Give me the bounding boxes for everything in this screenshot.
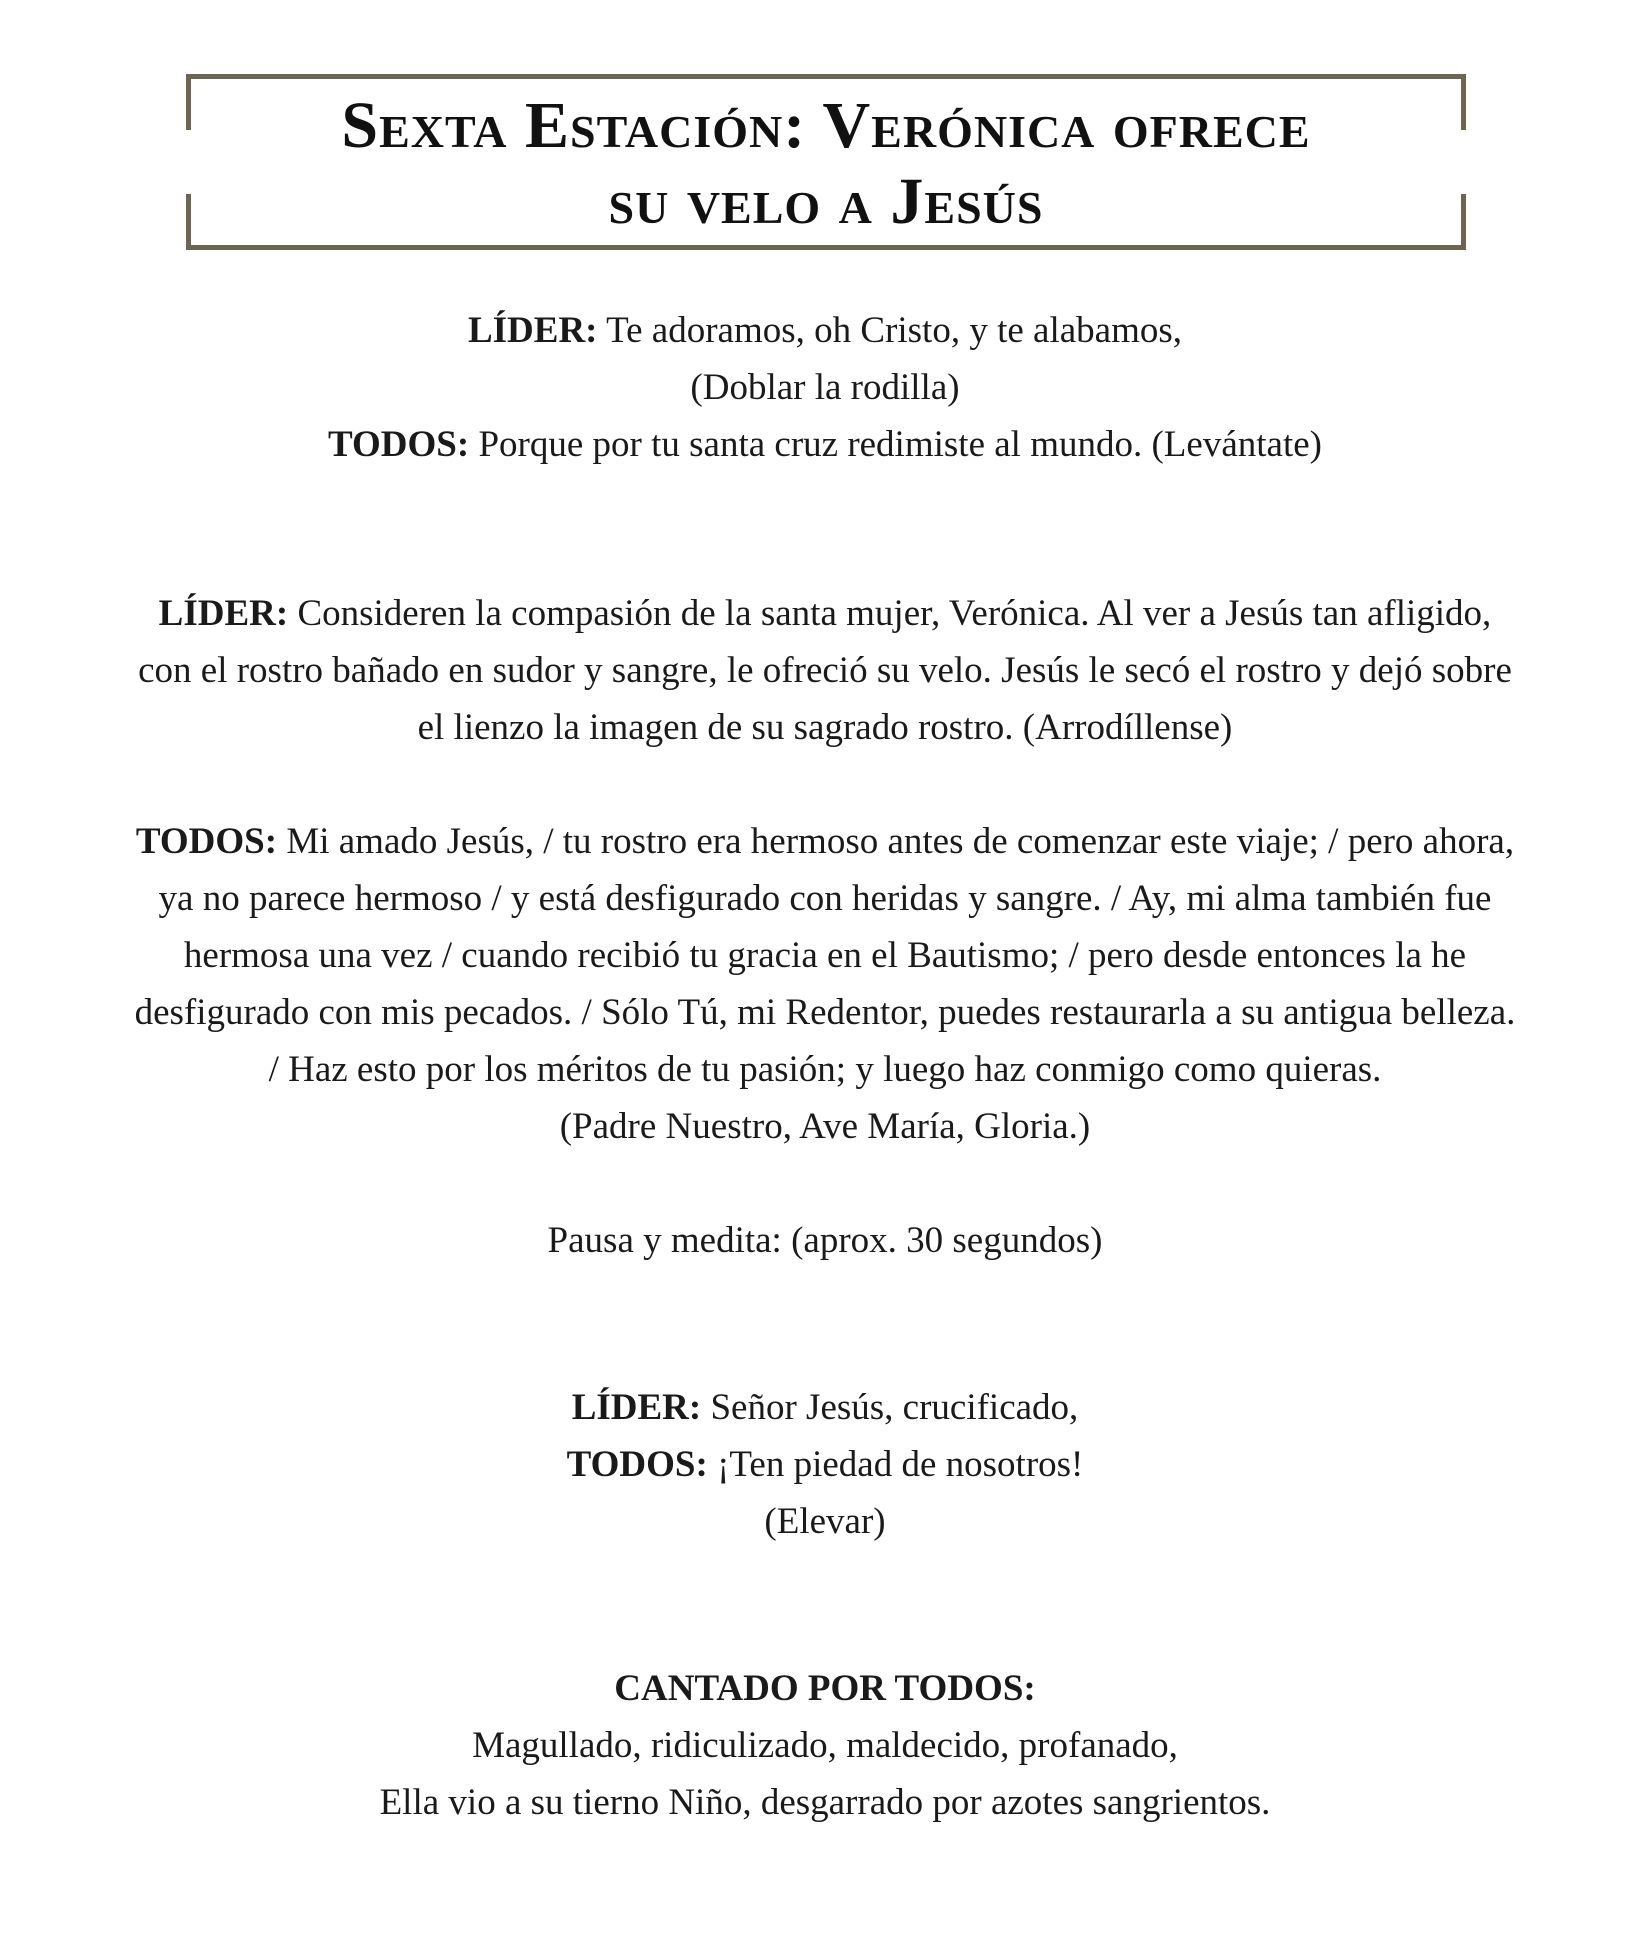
reflection-leader-paragraph [130,585,1520,756]
title-frame [186,74,1466,250]
kneel-instruction: (Doblar la rodilla) [690,367,960,408]
spacer [130,756,1520,813]
closing-leader-text: Señor Jesús, crucificado, [701,1387,1079,1428]
rise-instruction: (Elevar) [764,1501,886,1542]
title-line-2: su velo a Jesús [608,165,1044,238]
page-title [186,88,1466,240]
title-line-1: Sexta Estación: Verónica ofrece [341,89,1311,162]
hymn-section [130,1660,1520,1831]
spacer [130,1269,1520,1379]
opening-leader-text: Te adoramos, oh Cristo, y te alabamos, [597,310,1183,351]
closing-all-text: ¡Ten piedad de nosotros! [707,1444,1084,1485]
prayer-all-text: Mi amado Jesús, / tu rostro era hermoso antes de comenzar este viaje; / pero ahora, ya no parece hermoso / y está desfigurado con heridas y sangre. / Ay, mi alma también fue hermosa una vez / cuando recibió tu gracia en el Bautismo; / pero desde entonces la he desfigurado con mis pecados. / Sólo Tú, mi Redentor, puedes restaurarla a su antigua belleza. / Haz esto por los méritos de tu pasión; y luego haz conmigo como quieras. [134,821,1516,1090]
leader-label: LÍDER: [158,593,289,634]
opening-all-line [130,416,1520,473]
opening-leader-line [130,302,1520,359]
hymn-line-2: Ella vio a su tierno Niño, desgarrado por azotes sangrientos. [379,1782,1271,1823]
spacer [130,1550,1520,1660]
all-label: TODOS: [328,424,470,465]
frame-bottom-border [186,245,1466,250]
reflection-leader-text: Consideren la compasión de la santa mujer, Verónica. Al ver a Jesús tan afligido, con el rostro bañado en sudor y sangre, le ofreció su velo. Jesús le secó el rostro y dejó sobre el lienzo la imagen de su sagrado rostro. (Arrodíllense) [138,593,1512,748]
hymn-heading: CANTADO POR TODOS: [614,1668,1036,1709]
opening-all-text: Porque por tu santa cruz redimiste al mundo. (Levántate) [469,424,1322,465]
prayer-all-paragraph [130,813,1520,1098]
spacer [130,1155,1520,1212]
hymn-line-1: Magullado, ridiculizado, maldecido, profanado, [472,1725,1178,1766]
leader-label: LÍDER: [467,310,598,351]
closing-all-line [130,1436,1520,1493]
prayer-section [130,813,1520,1269]
opening-section [130,302,1520,473]
pause-note: Pausa y medita: (aprox. 30 segundos) [547,1220,1103,1261]
closing-section [130,1379,1520,1550]
frame-top-border [186,74,1466,79]
all-label: TODOS: [566,1444,708,1485]
reflection-section [130,585,1520,756]
leader-label: LÍDER: [571,1387,702,1428]
all-label: TODOS: [135,821,278,862]
closing-leader-line [130,1379,1520,1436]
prayers-note: (Padre Nuestro, Ave María, Gloria.) [559,1106,1091,1147]
station-content [130,302,1520,1831]
spacer [130,473,1520,585]
